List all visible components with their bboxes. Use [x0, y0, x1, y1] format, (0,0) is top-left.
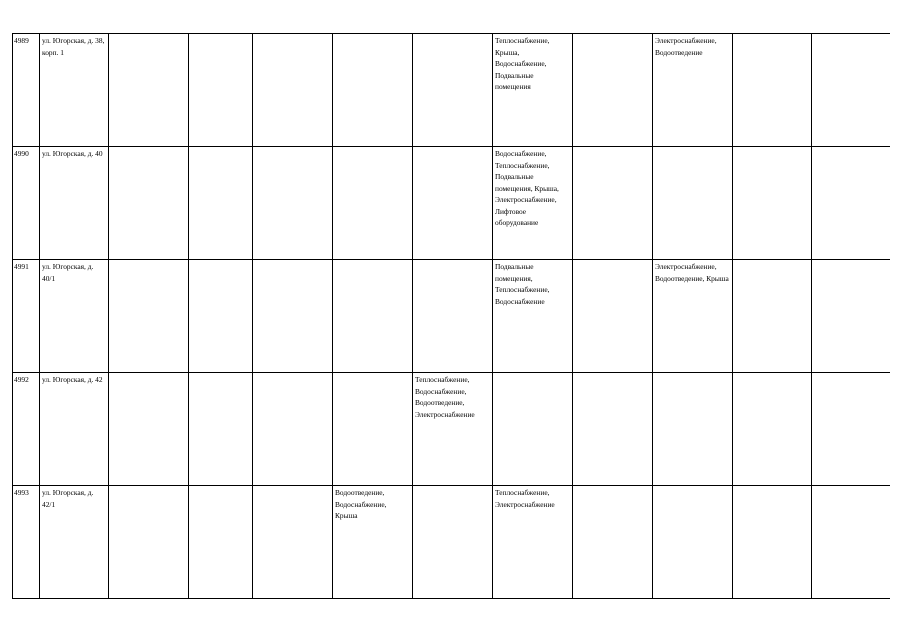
table-cell — [413, 260, 493, 373]
table-cell — [413, 34, 493, 147]
work-types-cell: Электроснабжение, Водоотведение — [653, 34, 733, 147]
table-cell — [573, 260, 653, 373]
table-cell — [733, 147, 812, 260]
table-cell — [812, 147, 891, 260]
address-cell: ул. Югорская, д. 40/1 — [40, 260, 109, 373]
row-number-cell: 4991 — [13, 260, 40, 373]
table-row — [13, 147, 891, 260]
address-cell: ул. Югорская, д. 42/1 — [40, 486, 109, 599]
table-row — [13, 373, 891, 486]
table-cell — [573, 373, 653, 486]
table-cell — [413, 486, 493, 599]
table-cell — [253, 260, 333, 373]
work-types-cell: Теплоснабжение, Крыша, Водоснабжение, Подвальные помещения — [493, 34, 573, 147]
table-cell — [733, 486, 812, 599]
table-cell — [812, 373, 891, 486]
table-cell — [253, 147, 333, 260]
table-cell — [653, 486, 733, 599]
table-cell — [253, 373, 333, 486]
table-cell — [253, 34, 333, 147]
work-types-cell: Водоотведение, Водоснабжение, Крыша — [333, 486, 413, 599]
table-cell — [109, 147, 189, 260]
work-types-cell: Теплоснабжение, Электроснабжение — [493, 486, 573, 599]
table-row — [13, 260, 891, 373]
table-row — [13, 34, 891, 147]
table-cell — [189, 147, 253, 260]
table-cell — [333, 260, 413, 373]
address-cell: ул. Югорская, д. 38, корп. 1 — [40, 34, 109, 147]
work-types-cell: Теплоснабжение, Водоснабжение, Водоотведение, Электроснабжение — [413, 373, 493, 486]
address-cell: ул. Югорская, д. 40 — [40, 147, 109, 260]
table-cell — [573, 486, 653, 599]
table-cell — [189, 34, 253, 147]
table-cell — [653, 373, 733, 486]
address-cell: ул. Югорская, д. 42 — [40, 373, 109, 486]
table-cell — [109, 34, 189, 147]
table-cell — [109, 486, 189, 599]
work-types-cell: Подвальные помещения, Теплоснабжение, Водоснабжение — [493, 260, 573, 373]
table-cell — [812, 34, 891, 147]
work-types-cell: Водоснабжение, Теплоснабжение, Подвальные помещения, Крыша, Электроснабжение, Лифтовое оборудование — [493, 147, 573, 260]
table-cell — [189, 373, 253, 486]
table-cell — [573, 34, 653, 147]
row-number-cell: 4993 — [13, 486, 40, 599]
table-cell — [109, 373, 189, 486]
table-cell — [573, 147, 653, 260]
table-cell — [333, 147, 413, 260]
row-number-cell: 4992 — [13, 373, 40, 486]
table-cell — [253, 486, 333, 599]
table-cell — [733, 373, 812, 486]
data-table — [12, 33, 890, 599]
table-cell — [333, 34, 413, 147]
table-cell — [109, 260, 189, 373]
work-types-cell — [653, 147, 733, 260]
row-number-cell: 4990 — [13, 147, 40, 260]
row-number-cell: 4989 — [13, 34, 40, 147]
table-cell — [413, 147, 493, 260]
table-cell — [333, 373, 413, 486]
table-cell — [812, 260, 891, 373]
table-cell — [189, 486, 253, 599]
table-cell — [812, 486, 891, 599]
table-cell — [189, 260, 253, 373]
table-cell — [493, 373, 573, 486]
table-cell — [733, 260, 812, 373]
table-cell — [733, 34, 812, 147]
table-row — [13, 486, 891, 599]
work-types-cell: Электроснабжение, Водоотведение, Крыша — [653, 260, 733, 373]
